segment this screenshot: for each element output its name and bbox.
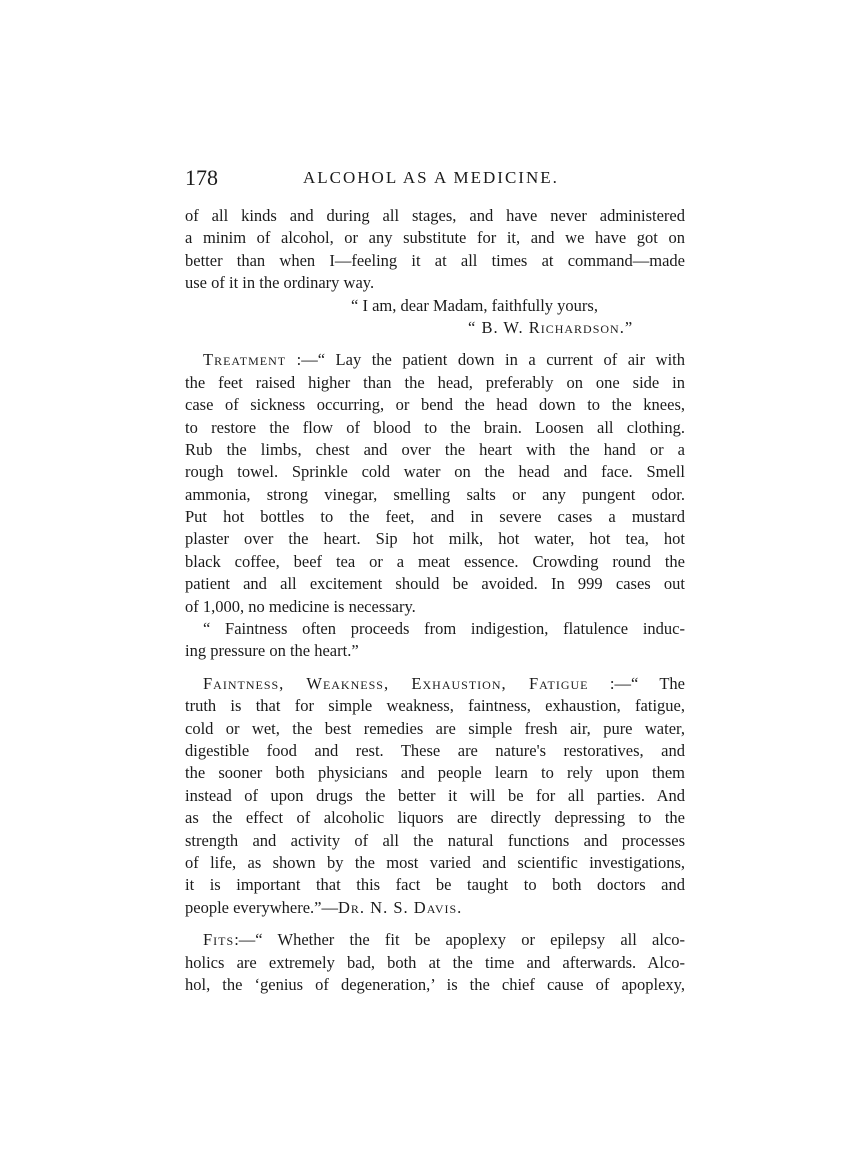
text-line: Put hot bottles to the feet, and in severe cases a mustard: [185, 507, 685, 527]
text-line: digestible food and rest. These are nature's restoratives, and: [185, 740, 685, 760]
text-run: :—“ Lay the patient down in a current of air with: [296, 350, 685, 370]
text-line: ammonia, strong vinegar, smelling salts or any pungent odor.: [185, 484, 685, 504]
text-line: the sooner both physicians and people learn to rely upon them: [185, 763, 685, 783]
text-line: it is important that this fact be taught to both doctors and: [185, 875, 685, 895]
section-heading-fits: Fits: [203, 930, 235, 950]
text-line: of all kinds and during all stages, and have never administered: [185, 206, 685, 225]
text-line: Rub the limbs, chest and over the heart with the hand or a: [185, 439, 685, 459]
text-run: :—“ Whether the fit be apoplexy or epilepsy all alco-: [234, 930, 685, 950]
section-heading-treatment: Treatment: [203, 350, 287, 370]
text-line: ing pressure on the heart.”: [185, 641, 359, 661]
text-line: cold or wet, the best remedies are simple fresh air, pure water,: [185, 718, 685, 738]
paragraph-gap: [185, 339, 685, 349]
text-line: rough towel. Sprinkle cold water on the head and face. Smell: [185, 462, 685, 482]
text-line: holics are extremely bad, both at the time and afterwards. Alco-: [185, 952, 685, 972]
text-line: patient and all excitement should be avoided. In 999 cases out: [185, 574, 685, 594]
page-number: 178: [185, 165, 218, 190]
text-line: case of sickness occurring, or bend the head down to the knees,: [185, 395, 685, 415]
text-line: hol, the ‘genius of degeneration,’ is the chief cause of apoplexy,: [185, 974, 685, 994]
text-line: of life, as shown by the most varied and scientific investigations,: [185, 852, 685, 872]
text-line: [185, 673, 685, 695]
text-line: as the effect of alcoholic liquors are directly depressing to the: [185, 808, 685, 828]
text-line: [185, 897, 685, 919]
signature-name: “ B. W. Richardson.”: [468, 317, 634, 337]
text-line: use of it in the ordinary way.: [185, 273, 375, 293]
text-run: :—“ The: [609, 673, 685, 693]
text-line: black coffee, beef tea or a meat essence. Crowding round the: [185, 551, 685, 571]
attribution: Dr. N. S. Davis.: [338, 897, 463, 917]
text-line: truth is that for simple weakness, faintness, exhaustion, fatigue,: [185, 696, 685, 716]
text-line: to restore the flow of blood to the brain. Loosen all clothing.: [185, 417, 685, 437]
page-header: [185, 164, 685, 192]
text-line: of 1,000, no medicine is necessary.: [185, 596, 416, 616]
letter-signature: [185, 317, 685, 339]
text-line: strength and activity of all the natural functions and processes: [185, 830, 685, 850]
section-heading-faintness: Faintness, Weakness, Exhaustion, Fatigue: [203, 673, 589, 693]
text-line: “ Faintness often proceeds from indigestion, flatulence induc-: [203, 619, 685, 639]
text-line: a minim of alcohol, or any substitute for it, and we have got on: [185, 228, 685, 248]
letter-closing: “ I am, dear Madam, faithfully yours,: [351, 295, 598, 315]
body-text: [185, 205, 685, 996]
text-line: instead of upon drugs the better it will be for all parties. And: [185, 785, 685, 805]
text-line: better than when I—feeling it at all times at command—made: [185, 250, 685, 270]
paragraph-gap: [185, 663, 685, 673]
text-line: the feet raised higher than the head, preferably on one side in: [185, 372, 685, 392]
paragraph-gap: [185, 919, 685, 929]
text-line: plaster over the heart. Sip hot milk, hot water, hot tea, hot: [185, 529, 685, 549]
text-line: [185, 349, 685, 371]
running-title: ALCOHOL AS A MEDICINE.: [303, 168, 559, 187]
text-run: people everywhere.”—: [185, 897, 339, 917]
text-line: [185, 929, 685, 951]
